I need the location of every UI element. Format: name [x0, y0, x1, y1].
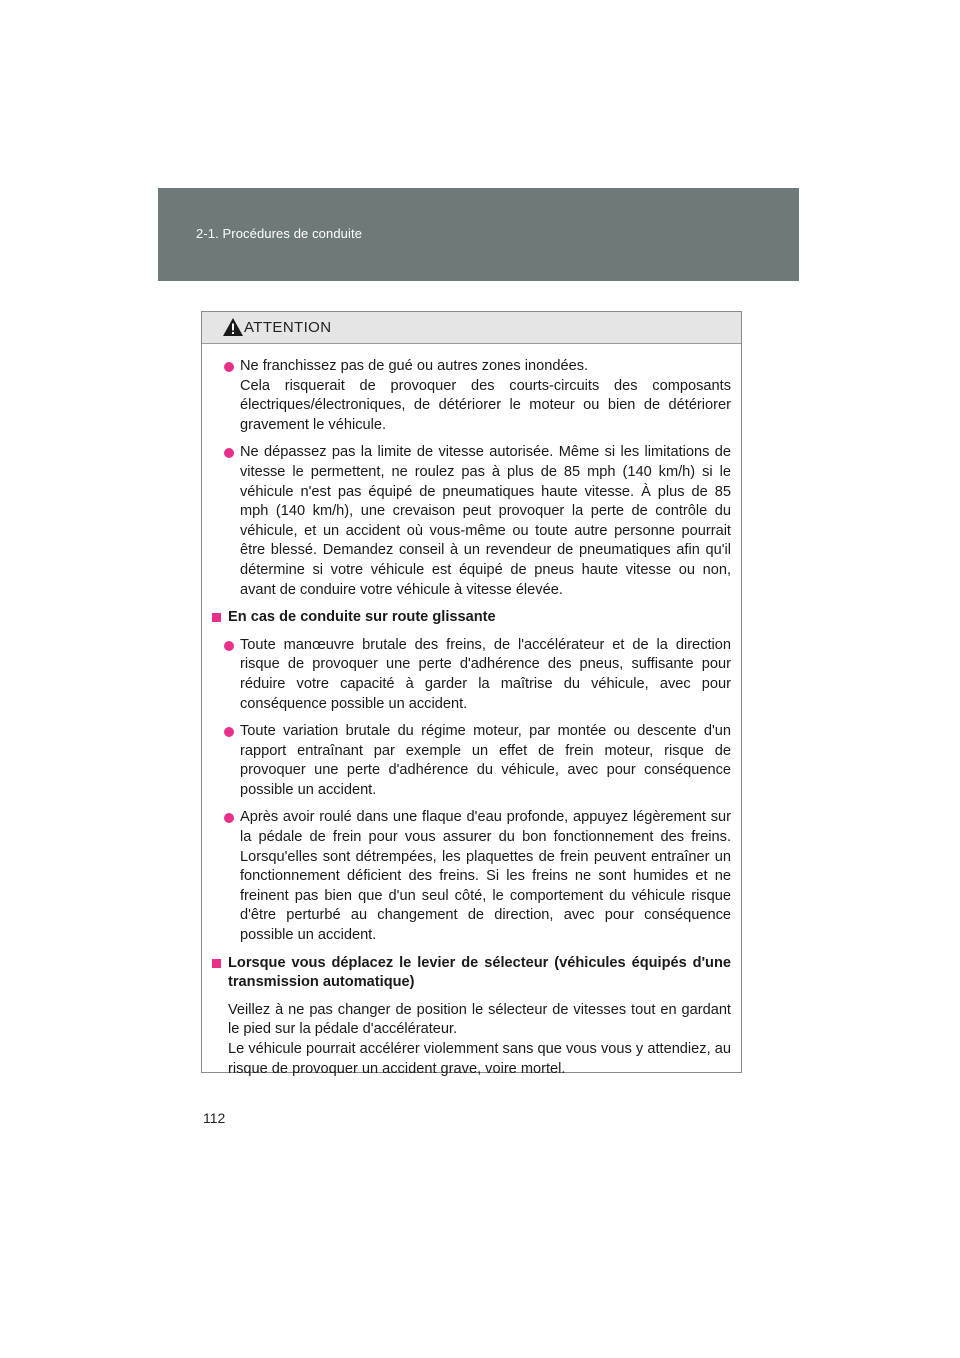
warning-box — [201, 311, 742, 1077]
bullet-text: Toute manœuvre brutale des freins, de l'accélérateur et de la direction risque de provoquer une perte d'adhérence des pneus, suffisante pour réduire votre capacité à garder la maîtrise du véhicule, avec pour conséquence possible un accident. — [240, 636, 731, 712]
bullet-item — [224, 722, 731, 800]
section-heading: Lorsque vous déplacez le levier de sélecteur (véhicules équipés d'une transmission automatique) — [212, 954, 731, 993]
bullet-text: Toute variation brutale du régime moteur, par montée ou descente d'un rapport entraînant par exemple un effet de frein moteur, risque de provoquer une perte d'adhérence du véhicule, avec pour conséquence possible un accident. — [240, 723, 731, 798]
section-title: 2-1. Procédures de conduite — [196, 226, 363, 241]
paragraph: Veillez à ne pas changer de position le sélecteur de vitesses tout en gardant le pied sur la pédale d'accélérateur. — [228, 1001, 731, 1038]
bullet-item — [224, 357, 731, 435]
paragraph: Le véhicule pourrait accélérer violemment sans que vous vous y attendiez, au risque de provoquer un accident grave, voire mortel. — [228, 1041, 731, 1077]
bullet-text: Ne franchissez pas de gué ou autres zones inondées. — [240, 358, 589, 374]
bullet-text: Cela risquerait de provoquer des courts-circuits des composants électriques/électroniques, de détériorer le moteur ou bien de détériorer gravement le véhicule. — [240, 377, 731, 433]
warning-title: ATTENTION — [244, 319, 332, 336]
bullet-item — [224, 808, 731, 945]
section-heading: En cas de conduite sur route glissante — [212, 608, 731, 628]
warning-triangle-icon — [222, 317, 244, 337]
bullet-text: Après avoir roulé dans une flaque d'eau profonde, appuyez légèrement sur la pédale de frein pour vous assurer du bon fonctionnement des freins. Lorsqu'elles sont détrempées, les plaquettes de frein peuvent entraîner un fonctionnement déficient des freins. Si les freins ne sont humides et ne freinent pas bien que d'un seul côté, le comportement du véhicule risque d'être perturbé au changement de direction, avec pour conséquence possible un accident. — [240, 809, 731, 944]
page-number: 112 — [203, 1110, 226, 1126]
bullet-item — [224, 636, 731, 714]
warning-header — [202, 312, 741, 344]
bullet-item — [224, 443, 731, 600]
chapter-header-band — [158, 188, 799, 281]
bullet-text: Ne dépassez pas la limite de vitesse autorisée. Même si les limitations de vitesse le permettent, ne roulez pas à plus de 85 mph (140 km/h) si le véhicule n'est pas équipé de pneumatiques haute vitesse. À plus de 85 mph (140 km/h), une crevaison peut provoquer la perte de contrôle du véhicule, et un accident où vous-même ou toute autre personne pourrait être blessé. Demandez conseil à un revendeur de pneumatiques afin qu'il détermine si votre véhicule est équipé de pneus haute vitesse ou non, avant de conduire votre véhicule à vitesse élevée. — [240, 444, 731, 598]
warning-body — [202, 344, 741, 1079]
